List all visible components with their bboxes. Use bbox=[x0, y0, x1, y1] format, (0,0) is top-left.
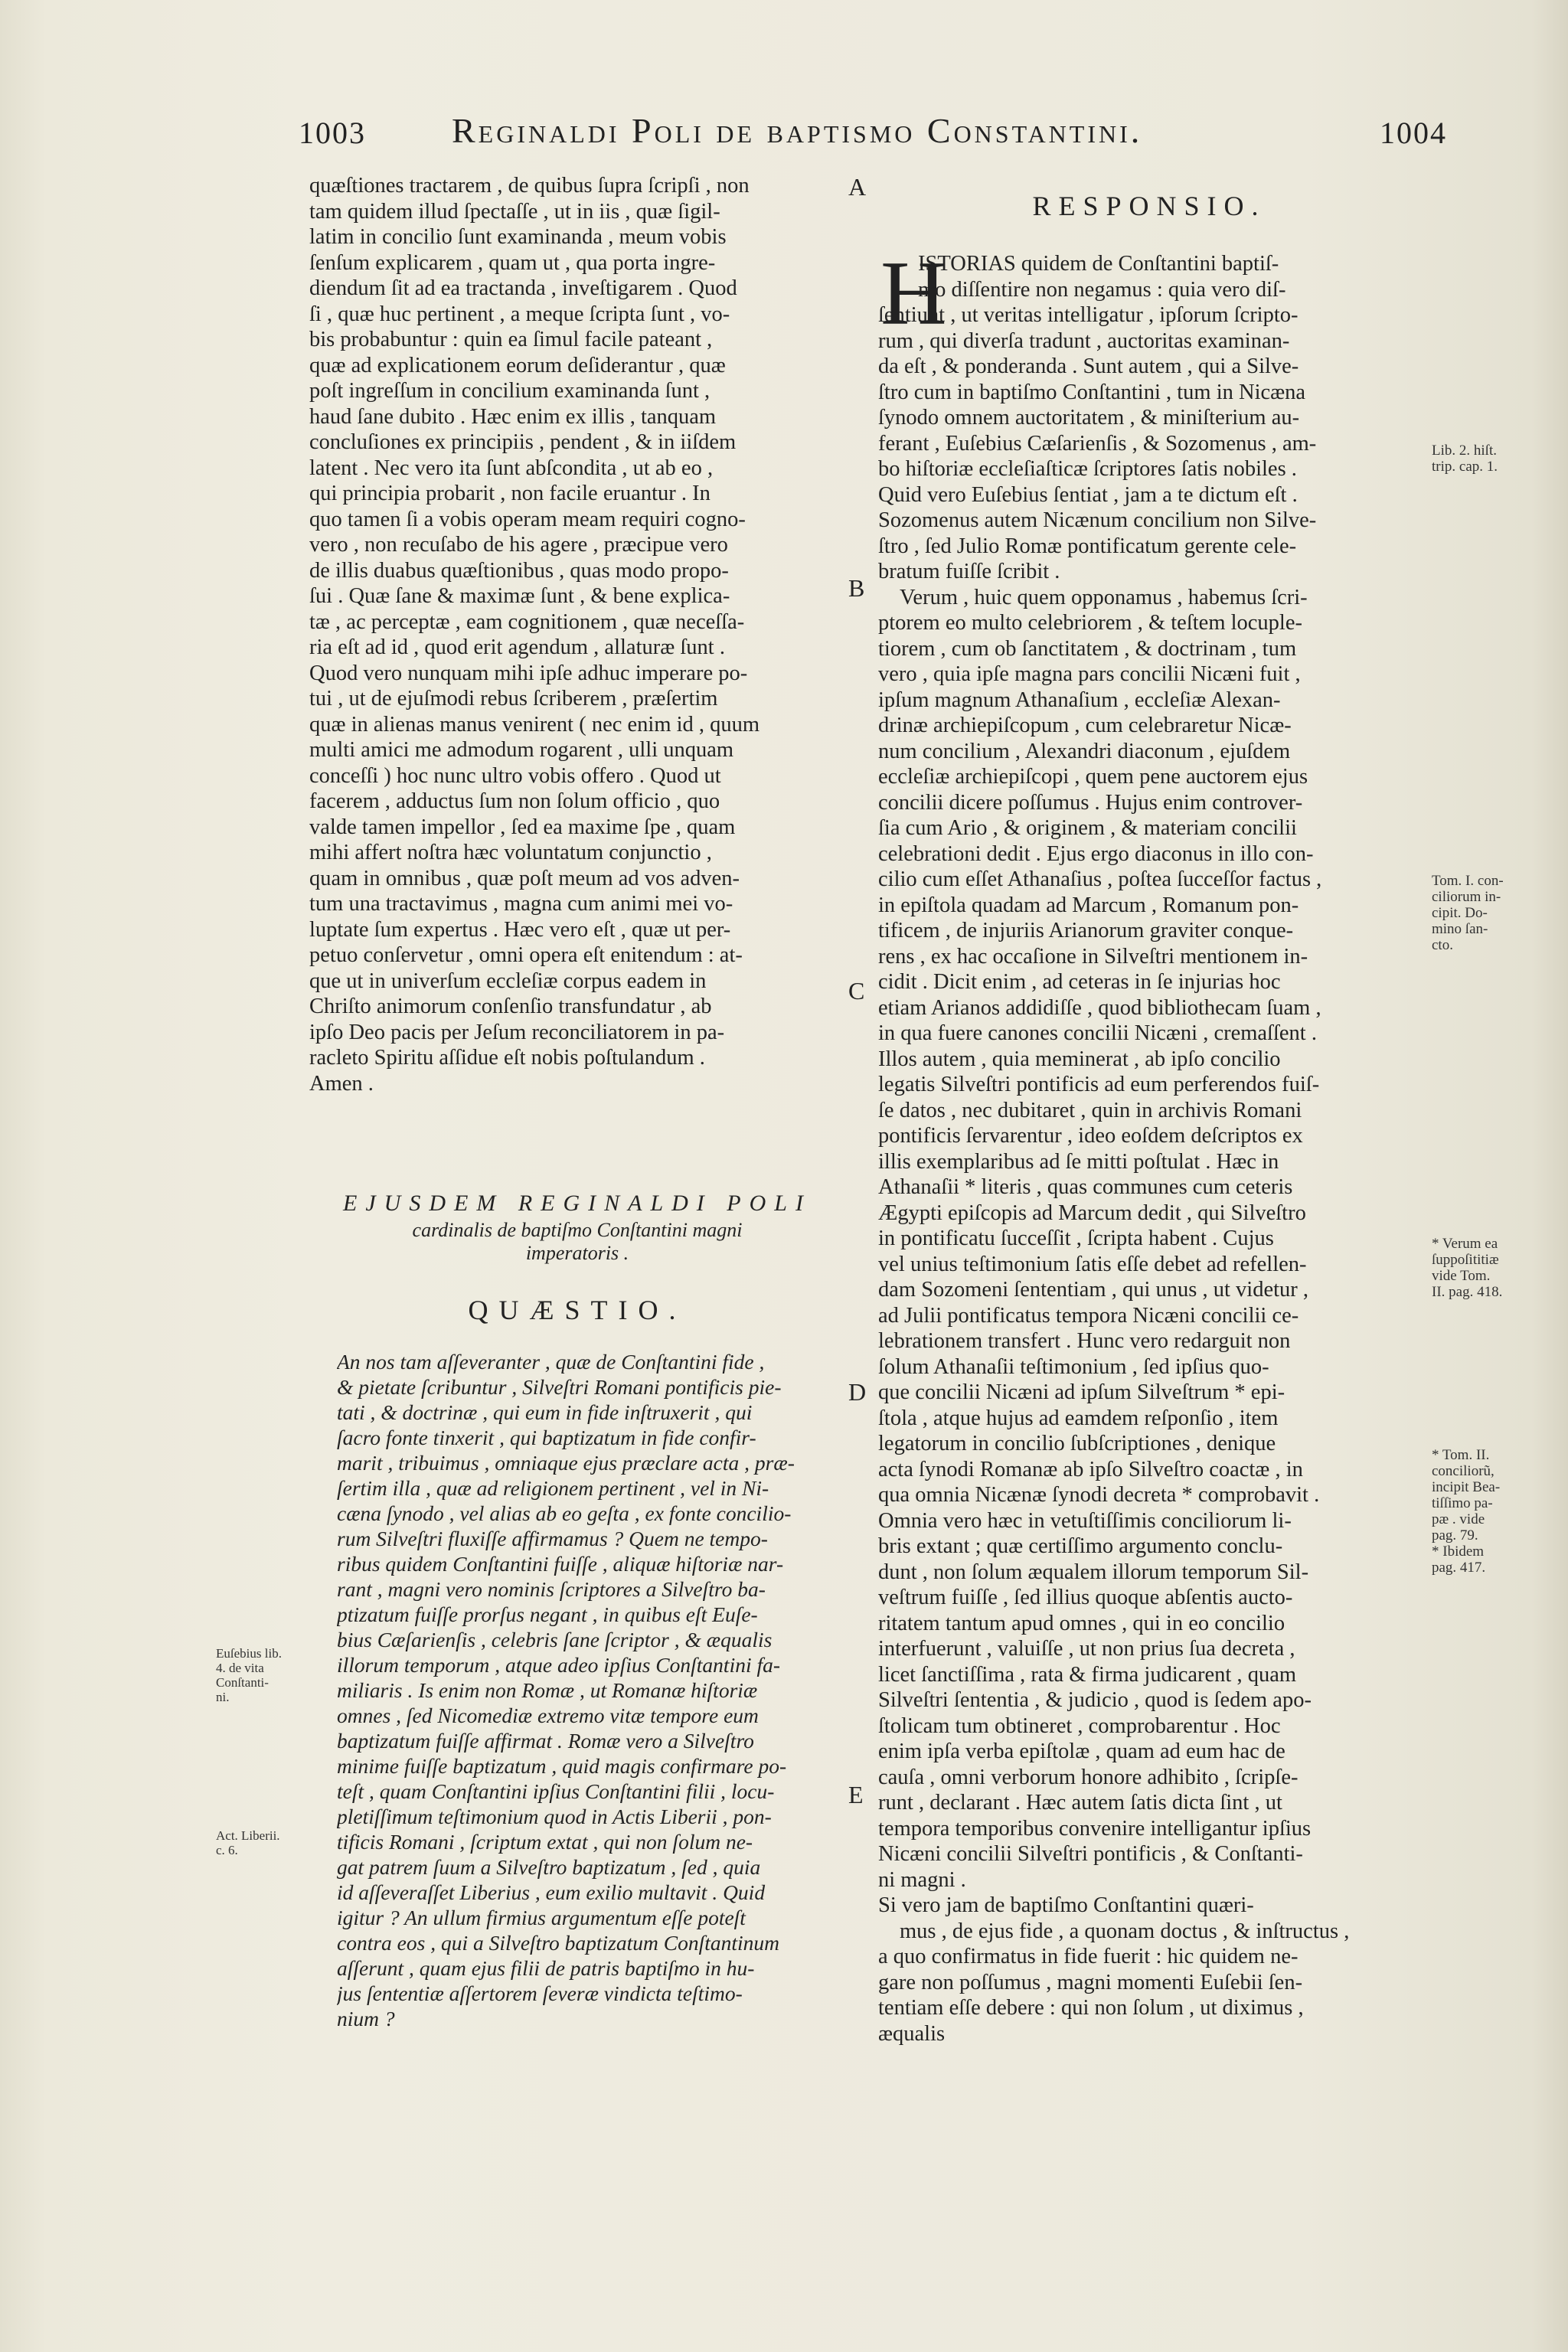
margin-note-line: II. pag. 418. bbox=[1432, 1284, 1503, 1300]
margin-note-act-liberii bbox=[216, 1828, 315, 1857]
text-line: quæ ad explicationem eorum deſiderantur , quæ bbox=[309, 353, 726, 377]
response-line: bratum fuiſſe ſcribit . bbox=[878, 560, 1060, 583]
quaestio-line: aſſerunt , quam ejus filii de patris baptiſmo in hu- bbox=[337, 1956, 755, 1980]
margin-note-tom-2 bbox=[1432, 1447, 1524, 1576]
response-line: ſentiunt , ut veritas intelligatur , ipſorum ſcripto- bbox=[878, 303, 1298, 327]
quaestio-line: gat patrem ſuum a Silveſtro baptizatum , ſed , quia bbox=[337, 1855, 761, 1879]
margin-note-line: ſuppoſititiæ bbox=[1432, 1252, 1499, 1268]
response-line: Quid vero Euſebius ſentiat , jam a te dictum eſt . bbox=[878, 482, 1298, 507]
margin-note-line: pag. 79. bbox=[1432, 1527, 1478, 1544]
quaestio-line: tificis Romani , ſcriptum extat , qui non ſolum ne- bbox=[337, 1830, 753, 1854]
section-heading: EJUSDEM REGINALDI POLI bbox=[343, 1191, 812, 1216]
response-line: Verum , huic quem opponamus , habemus ſcri- bbox=[900, 585, 1308, 609]
text-line: quæſtiones tractarem , de quibus ſupra ſcripſi , non bbox=[309, 174, 750, 198]
quaestio-line: contra eos , qui a Silveſtro baptizatum Conſtantinum bbox=[337, 1931, 779, 1955]
margin-note-line: incipit Bea- bbox=[1432, 1479, 1501, 1495]
response-line: ſtolicam tum obtineret , comprobarentur . Hoc bbox=[878, 1713, 1281, 1738]
response-line: concilii dicere poſſumus . Hujus enim controver- bbox=[878, 790, 1303, 815]
running-title: Reginaldi Poli de baptismo Constantini. bbox=[452, 111, 1143, 150]
text-line: latent . Nec vero ita ſunt abſcondita , ut ab eo , bbox=[309, 456, 714, 480]
margin-note-line: vide Tom. bbox=[1432, 1268, 1491, 1284]
section-letter-b: B bbox=[848, 574, 865, 602]
quaestio-line: & pietate ſcribuntur , Silveſtri Romani pontificis pie- bbox=[337, 1375, 782, 1399]
text-line: racleto Spiritu aſſidue eſt nobis poſtulandum . bbox=[309, 1046, 705, 1070]
quaestio-line: omnes , ſed Nicomediæ extremo vitæ tempore eum bbox=[337, 1704, 759, 1727]
response-line: bris extant ; quæ certiſſimo argumento conclu- bbox=[878, 1534, 1283, 1558]
response-line: runt , declarant . Hæc autem ſatis dicta ſint , ut bbox=[878, 1791, 1282, 1815]
quaestio-line: marit , tribuimus , omniaque ejus præclare acta , præ- bbox=[337, 1451, 795, 1475]
response-line: in epiſtola quadam ad Marcum , Romanum pon- bbox=[878, 893, 1299, 917]
text-line: quo tamen ſi a vobis operam meam requiri cogno- bbox=[309, 507, 746, 531]
text-line: ſui . Quæ ſane & maximæ ſunt , & bene explica- bbox=[309, 584, 730, 608]
response-line: pontificis ſervarentur , ideo eoſdem deſcriptos ex bbox=[878, 1124, 1303, 1148]
text-line: tæ , ac perceptæ , eam cognitionem , quæ neceſſa- bbox=[309, 609, 745, 634]
margin-note-line: ciliorum in- bbox=[1432, 889, 1501, 905]
margin-note-line: * Tom. II. bbox=[1432, 1447, 1490, 1463]
response-line: æqualis bbox=[878, 2021, 946, 2046]
text-line: vero , non recuſabo de his agere , præcipue vero bbox=[309, 533, 728, 557]
text-line: Quod vero nunquam mihi ipſe adhuc imperare po- bbox=[309, 661, 748, 685]
text-line: facerem , adductus ſum non ſolum officio , quo bbox=[309, 789, 720, 813]
response-line: acta ſynodi Romanæ ab ipſo Silveſtro coactæ , in bbox=[878, 1457, 1303, 1481]
response-line: Nicæni concilii Silveſtri pontificis , & Conſtanti- bbox=[878, 1842, 1303, 1866]
response-line: tiorem , cum ob ſanctitatem , & doctrinam , tum bbox=[878, 636, 1297, 661]
text-line: tum una tractavimus , magna cum animi mei vo- bbox=[309, 892, 733, 916]
response-line: rens , ex hac occaſione in Silveſtri mentionem in- bbox=[878, 944, 1308, 969]
response-line: Ægypti epiſcopis ad Marcum dedit , qui Silveſtro bbox=[878, 1200, 1306, 1225]
response-line: ſtro , ſed Julio Romæ pontificatum gerente cele- bbox=[878, 534, 1297, 558]
quaestio-line: pletiſſimum teſtimonium quod in Actis Liberii , pon- bbox=[337, 1805, 772, 1828]
margin-note-line: Lib. 2. hiſt. bbox=[1432, 443, 1497, 459]
response-line: licet ſanctiſſima , rata & firma judicarent , quam bbox=[878, 1662, 1297, 1687]
margin-note-eusebius bbox=[216, 1646, 315, 1704]
response-line: ſolum Athanaſii teſtimonium , ſed ipſius quo- bbox=[878, 1354, 1269, 1379]
margin-note-line: c. 6. bbox=[216, 1843, 238, 1857]
response-line: gare non poſſumus , magni momenti Euſebii ſen- bbox=[878, 1970, 1303, 1994]
response-line: ptorem eo multo celebriorem , & teſtem locuple- bbox=[878, 611, 1302, 635]
margin-note-line: mino ſan- bbox=[1432, 921, 1488, 937]
right-column-text bbox=[878, 242, 1420, 2047]
response-line: tempora temporibus convenire intelligantur ipſius bbox=[878, 1816, 1312, 1841]
section-letter-e: E bbox=[848, 1781, 864, 1808]
response-line: ferant , Euſebius Cæſarienſis , & Sozomenus , am- bbox=[878, 431, 1317, 456]
response-line: ſtro cum in baptiſmo Conſtantini , tum in Nicæna bbox=[878, 380, 1306, 404]
text-line: de illis duabus quæſtionibus , quas modo propo- bbox=[309, 558, 729, 583]
text-line: mihi affert noſtra hæc voluntatum conjunctio , bbox=[309, 841, 712, 864]
text-line: diendum ſit ad ea tractanda , inveſtigarem . Quod bbox=[309, 276, 737, 300]
response-line: celebrationi dedit . Ejus ergo diaconus in illo con- bbox=[878, 841, 1314, 866]
quaestio-line: ſacro fonte tinxerit , qui baptizatum in fide confir- bbox=[337, 1426, 756, 1449]
margin-note-line: pag. 417. bbox=[1432, 1560, 1486, 1576]
margin-note-line: 4. de vita bbox=[216, 1661, 264, 1675]
response-line: bo hiſtoriæ eccleſiaſticæ ſcriptores ſatis nobiles . bbox=[878, 457, 1297, 481]
page-number-right: 1004 bbox=[1380, 116, 1447, 150]
quaestio-line: baptizatum fuiſſe affirmat . Romæ vero a Silveſtro bbox=[337, 1729, 754, 1753]
quaestio-line: tati , & doctrinæ , qui eum in fide inſtruxerit , qui bbox=[337, 1400, 753, 1424]
response-line: dam Sozomeni ſententiam , qui unus , ut videtur , bbox=[878, 1278, 1308, 1302]
response-line: Si vero jam de baptiſmo Conſtantini quæri- bbox=[878, 1893, 1254, 1917]
response-line: ad Julii pontificatus tempora Nicæni concilii ce- bbox=[878, 1303, 1299, 1328]
response-line: Silveſtri ſententia , & judicio , quod is ſedem apo- bbox=[878, 1688, 1312, 1712]
quaestio-line: ptizatum fuiſſe prorſus negant , in quibus eſt Euſe- bbox=[337, 1602, 758, 1626]
margin-note-lib-hist bbox=[1432, 443, 1524, 475]
page-header bbox=[299, 107, 1447, 161]
response-line: enim ipſa verba epiſtolæ , quam ad eum hac de bbox=[878, 1740, 1285, 1763]
quaestio-line: cæna ſynodo , vel alias ab eo geſta , ex fonte concilio- bbox=[337, 1501, 792, 1525]
response-line: Sozomenus autem Nicænum concilium non Silve- bbox=[878, 508, 1317, 532]
quaestio-line: An nos tam aſſeveranter , quæ de Conſtantini fide , bbox=[337, 1350, 765, 1374]
response-line: in qua fuere canones concilii Nicæni , cremaſſent . bbox=[878, 1021, 1317, 1045]
text-line: conceſſi ) hoc nunc ultro vobis offero . Quod ut bbox=[309, 763, 721, 788]
response-line: ſe datos , nec dubitaret , quin in archivis Romani bbox=[878, 1098, 1302, 1122]
response-line: cidit . Dicit enim , ad ceteras in ſe injurias hoc bbox=[878, 970, 1281, 994]
text-line: tam quidem illud ſpectaſſe , ut in iis , quæ ſigil- bbox=[309, 199, 720, 224]
margin-note-line: ni. bbox=[216, 1690, 230, 1704]
text-line: ſi , quæ huc pertinent , a meque ſcripta ſunt , vo- bbox=[309, 302, 730, 326]
quaestio-line: nium ? bbox=[337, 2007, 395, 2030]
margin-note-line: Tom. I. con- bbox=[1432, 873, 1504, 889]
quaestio-line: illorum temporum , atque adeo ipſius Conſtantini fa- bbox=[337, 1653, 781, 1677]
drop-cap: H bbox=[880, 242, 947, 344]
text-line: quæ in alienas manus venirent ( nec enim id , quum bbox=[309, 712, 760, 737]
text-line: valde tamen impellor , ſed ea maxime ſpe , quam bbox=[309, 815, 736, 839]
left-column-text bbox=[309, 173, 845, 1096]
text-line: Chriſto animorum conſenſio transfundatur , ab bbox=[309, 995, 712, 1018]
response-line: eccleſiæ archiepiſcopi , quem pene auctorem ejus bbox=[878, 765, 1308, 789]
response-line: que concilii Nicæni ad ipſum Silveſtrum * epi- bbox=[878, 1380, 1285, 1404]
quaestio-title: QUÆSTIO. bbox=[468, 1295, 687, 1325]
response-line: num concilium , Alexandri diaconum , ejuſdem bbox=[878, 739, 1291, 763]
response-line: Illos autem , quia meminerat , ab ipſo concilio bbox=[878, 1047, 1281, 1071]
text-line: Amen . bbox=[309, 1071, 374, 1096]
quaestio-line: teſt , quam Conſtantini ipſius Conſtantini filii , locu- bbox=[337, 1779, 775, 1803]
response-line: etiam Arianos addidiſſe , quod bibliothecam ſuam , bbox=[878, 995, 1321, 1020]
response-line: ritatem tantum apud omnes , qui in eo concilio bbox=[878, 1611, 1285, 1635]
response-line: ISTORIAS quidem de Conſtantini baptiſ- bbox=[918, 252, 1279, 276]
page-number-left: 1003 bbox=[299, 116, 366, 150]
quaestio-line: bius Cæſarienſis , celebris ſane ſcriptor , & æqualis bbox=[337, 1628, 773, 1651]
text-line: tui , ut de ejuſmodi rebus ſcriberem , præſertim bbox=[309, 687, 718, 710]
text-line: ſenſum explicarem , quam ut , qua porta ingre- bbox=[309, 250, 716, 275]
section-letter-d: D bbox=[848, 1378, 867, 1406]
text-line: concluſiones ex principiis , pendent , & in iiſdem bbox=[309, 430, 737, 454]
section-letter-c: C bbox=[848, 977, 865, 1004]
quaestio-line: miliaris . Is enim non Romæ , ut Romanæ hiſtoriæ bbox=[337, 1678, 758, 1702]
text-line: poſt ingreſſum in concilium examinanda ſunt , bbox=[309, 379, 710, 403]
text-line: latim in concilio ſunt examinanda , meum vobis bbox=[309, 225, 727, 249]
section-subheading-line-2: imperatoris . bbox=[525, 1242, 629, 1264]
quaestio-line: jus ſententiæ aſſertorem ſeveræ vindicta teſtimo- bbox=[337, 1981, 743, 2005]
margin-note-line: Conſtanti- bbox=[216, 1675, 269, 1690]
margin-note-line: * Verum ea bbox=[1432, 1236, 1498, 1252]
response-line: legatis Silveſtri pontificis ad eum perferendos fuiſ- bbox=[878, 1073, 1320, 1096]
margin-note-line: tiſſimo pa- bbox=[1432, 1495, 1493, 1511]
response-line: in pontificatu ſucceſſit , ſcripta habent . Cujus bbox=[878, 1227, 1274, 1250]
response-line: legatorum in concilio ſubſcriptiones , denique bbox=[878, 1432, 1276, 1455]
margin-note-line: cto. bbox=[1432, 937, 1453, 953]
response-line: ſtola , atque hujus ad eamdem reſponſio , item bbox=[878, 1406, 1279, 1430]
response-line: illis exemplaribus ad ſe mitti poſtulat . Hæc in bbox=[878, 1149, 1279, 1174]
quaestio-line: igitur ? An ullum firmius argumentum eſſe poteſt bbox=[337, 1906, 746, 1929]
text-line: quam in omnibus , quæ poſt meum ad vos adven- bbox=[309, 866, 740, 890]
margin-note-line: cipit. Do- bbox=[1432, 905, 1488, 921]
response-line: ni magni . bbox=[878, 1867, 966, 1892]
response-line: vel unius teſtimonium ſatis eſſe debet ad refellen- bbox=[878, 1252, 1307, 1276]
text-line: haud ſane dubito . Hæc enim ex illis , tanquam bbox=[309, 404, 717, 429]
margin-note-tom-1 bbox=[1432, 873, 1524, 953]
section-subheading-line-1: cardinalis de baptiſmo Conſtantini magni bbox=[412, 1219, 743, 1241]
response-line: ſia cum Ario , & originem , & materiam concilii bbox=[878, 816, 1297, 840]
response-line: da eſt , & ponderanda . Sunt autem , qui a Silve- bbox=[878, 354, 1299, 378]
response-line: drinæ archiepiſcopum , cum celebraretur Nicæ- bbox=[878, 714, 1292, 737]
response-line: a quo confirmatus in fide fuerit : hic quidem ne- bbox=[878, 1945, 1298, 1968]
response-line: qua omnia Nicænæ ſynodi decreta * comprobavit . bbox=[878, 1483, 1320, 1507]
responsio-title: RESPONSIO. bbox=[1032, 191, 1266, 221]
quaestio-line: minime fuiſſe baptizatum , quid magis confirmare po- bbox=[337, 1754, 787, 1778]
text-line: multi amici me admodum rogarent , ulli unquam bbox=[309, 738, 734, 762]
response-line: Athanaſii * literis , quas communes cum ceteris bbox=[878, 1175, 1293, 1199]
response-line: veſtrum fuiſſe , ſed illius quoque abſentis aucto- bbox=[878, 1586, 1293, 1609]
response-line: ſynodo omnem auctoritatem , & miniſterium au- bbox=[878, 406, 1300, 430]
text-line: luptate ſum expertus . Hæc vero eſt , quæ ut per- bbox=[309, 917, 731, 942]
margin-note-verum bbox=[1432, 1236, 1524, 1300]
quaestio-line: rum Silveſtri fluxiſſe affirmamus ? Quem ne tempo- bbox=[337, 1527, 768, 1550]
text-line: ria eſt ad id , quod erit agendum , allaturæ ſunt . bbox=[309, 635, 725, 659]
quaestio-line: ribus quidem Conſtantini fuiſſe , aliquæ hiſtoriæ nar- bbox=[337, 1552, 784, 1576]
text-line: que ut in univerſum eccleſiæ corpus eadem in bbox=[309, 969, 707, 993]
section-letter-a: A bbox=[848, 173, 867, 201]
margin-note-line: trip. cap. 1. bbox=[1432, 459, 1498, 475]
response-line: tificem , de injuriis Arianorum graviter conque- bbox=[878, 919, 1294, 942]
margin-note-line: conciliorũ, bbox=[1432, 1463, 1494, 1479]
response-line: vero , quia ipſe magna pars concilii Nicæni fuit , bbox=[878, 662, 1301, 686]
margin-note-line: * Ibidem bbox=[1432, 1544, 1485, 1560]
quaestio-text bbox=[337, 1349, 846, 2031]
response-line: mus , de ejus fide , a quonam doctus , & inſtructus , bbox=[900, 1919, 1350, 1943]
text-line: qui principia probarit , non facile eruantur . In bbox=[309, 482, 710, 505]
response-line: mo diſſentire non negamus : quia vero diſ- bbox=[918, 277, 1286, 302]
response-line: tentiam eſſe debere : qui non ſolum , ut diximus , bbox=[878, 1996, 1304, 2020]
response-line: interfuerunt , valuiſſe , ut non prius ſua decreta , bbox=[878, 1637, 1295, 1661]
response-line: ipſum magnum Athanaſium , eccleſiæ Alexan- bbox=[878, 688, 1281, 712]
text-line: bis probabuntur : quin ea ſimul facile pateant , bbox=[309, 328, 713, 351]
margin-note-line: pæ . vide bbox=[1432, 1511, 1485, 1527]
response-line: rum , qui diverſa tradunt , auctoritas examinan- bbox=[878, 328, 1290, 353]
response-line: cauſa , omni verborum honore adhibito , ſcripſe- bbox=[878, 1765, 1298, 1789]
quaestio-line: ſertim illa , quæ ad religionem pertinent , vel in Ni- bbox=[337, 1476, 769, 1500]
quaestio-line: id aſſeveraſſet Liberius , eum exilio multavit . Quid bbox=[337, 1880, 766, 1904]
response-line: Omnia vero hæc in vetuſtiſſimis conciliorum li- bbox=[878, 1508, 1292, 1533]
quaestio-line: rant , magni vero nominis ſcriptores a Silveſtro ba- bbox=[337, 1577, 766, 1601]
text-line: ipſo Deo pacis per Jeſum reconciliatorem in pa- bbox=[309, 1020, 725, 1044]
response-line: lebrationem transfert . Hunc vero redarguit non bbox=[878, 1329, 1291, 1353]
response-line: dunt , non ſolum æqualem illorum temporum Sil- bbox=[878, 1560, 1309, 1584]
response-line: cilio cum eſſet Athanaſius , poſtea ſucceſſor factus , bbox=[878, 867, 1322, 891]
text-line: petuo conſervetur , omni opera eſt enitendum : at- bbox=[309, 943, 743, 967]
margin-note-line: Euſebius lib. bbox=[216, 1646, 282, 1661]
margin-note-line: Act. Liberii. bbox=[216, 1828, 280, 1843]
